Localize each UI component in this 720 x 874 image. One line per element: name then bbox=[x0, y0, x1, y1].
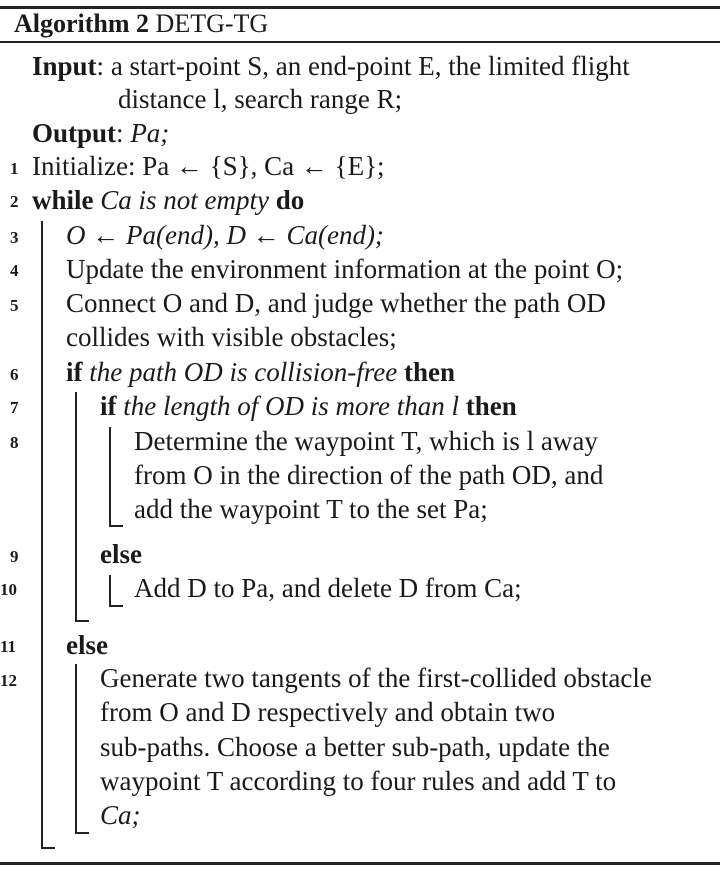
inner-if-foot bbox=[109, 525, 123, 527]
outer-else-bar bbox=[75, 664, 77, 834]
line-12-text-3: sub-paths. Choose a better sub-path, update the bbox=[100, 732, 610, 762]
while-block-foot bbox=[41, 847, 55, 849]
input-line-1 bbox=[32, 50, 630, 82]
line-5-text-2: collides with visible obstacles; bbox=[66, 322, 397, 352]
line-number: 6 bbox=[10, 365, 19, 384]
then-keyword: then bbox=[403, 357, 455, 387]
while-block-bar bbox=[41, 221, 43, 849]
line-12-text-2: from O and D respectively and obtain two bbox=[100, 697, 556, 727]
output-text: Pa; bbox=[130, 118, 170, 148]
line-8-text-3: add the waypoint T to the set Pa; bbox=[134, 494, 488, 524]
line-8-text-2: from O in the direction of the path OD, and bbox=[134, 460, 604, 490]
inner-if-bar bbox=[109, 427, 111, 527]
input-sep: : bbox=[96, 51, 105, 81]
line-5-text-1: Connect O and D, and judge whether the path OD bbox=[66, 288, 606, 318]
header-rule bbox=[0, 41, 720, 43]
output-label: Output bbox=[32, 118, 117, 148]
line-8-text-1: Determine the waypoint T, which is l away bbox=[134, 426, 598, 456]
if-line-7 bbox=[100, 390, 517, 422]
input-label: Input bbox=[32, 51, 97, 81]
line-number: 1 bbox=[10, 159, 19, 178]
line-12-text-1: Generate two tangents of the first-collided obstacle bbox=[100, 663, 652, 693]
output-sep: : bbox=[116, 118, 124, 148]
input-text-1: a start-point S, an end-point E, the limited flight bbox=[110, 51, 630, 81]
else-line-9: else bbox=[100, 539, 142, 569]
algorithm-title bbox=[14, 8, 268, 40]
inner-else-foot bbox=[109, 605, 123, 607]
line-number: 8 bbox=[10, 433, 19, 452]
line-1-text: Initialize: Pa ← {S}, Ca ← {E}; bbox=[32, 151, 385, 181]
outer-else-foot bbox=[75, 832, 89, 834]
line-number: 5 bbox=[10, 296, 19, 315]
input-line-2 bbox=[118, 83, 402, 115]
inner-then-keyword: then bbox=[465, 391, 517, 421]
if-block-bar bbox=[75, 392, 77, 622]
output-line bbox=[32, 117, 169, 149]
line-number: 12 bbox=[0, 671, 17, 690]
line-number: 11 bbox=[0, 637, 17, 656]
bottom-rule bbox=[0, 862, 720, 865]
if-keyword: if bbox=[66, 357, 83, 387]
line-12-text-5: Ca; bbox=[100, 800, 141, 830]
do-keyword: do bbox=[275, 185, 305, 215]
while-line bbox=[32, 184, 304, 216]
while-condition: Ca is not empty bbox=[100, 185, 270, 215]
else-line-11: else bbox=[66, 630, 108, 660]
line-3-text: O ← Pa(end), D ← Ca(end); bbox=[66, 220, 384, 250]
if-line-6 bbox=[66, 356, 455, 388]
input-text-2: distance l, search range R; bbox=[118, 84, 403, 114]
line-number: 4 bbox=[10, 261, 19, 280]
line-number: 3 bbox=[10, 228, 19, 247]
if-block-foot bbox=[75, 620, 89, 622]
inner-if-condition: the length of OD is more than l bbox=[123, 391, 459, 421]
if-condition: the path OD is collision-free bbox=[89, 357, 398, 387]
line-12-text-4: waypoint T according to four rules and add T to bbox=[100, 766, 617, 796]
while-keyword: while bbox=[32, 185, 94, 215]
line-number: 7 bbox=[10, 398, 19, 417]
inner-else-bar bbox=[109, 575, 111, 607]
line-number: 2 bbox=[10, 192, 19, 211]
line-number: 10 bbox=[0, 580, 17, 599]
line-number: 9 bbox=[10, 547, 19, 566]
line-4-text: Update the environment information at the point O; bbox=[66, 254, 624, 284]
algorithm-name: DETG-TG bbox=[155, 9, 269, 38]
line-10-text: Add D to Pa, and delete D from Ca; bbox=[134, 573, 522, 603]
algorithm-label: Algorithm 2 bbox=[14, 9, 150, 38]
inner-if-keyword: if bbox=[100, 391, 117, 421]
